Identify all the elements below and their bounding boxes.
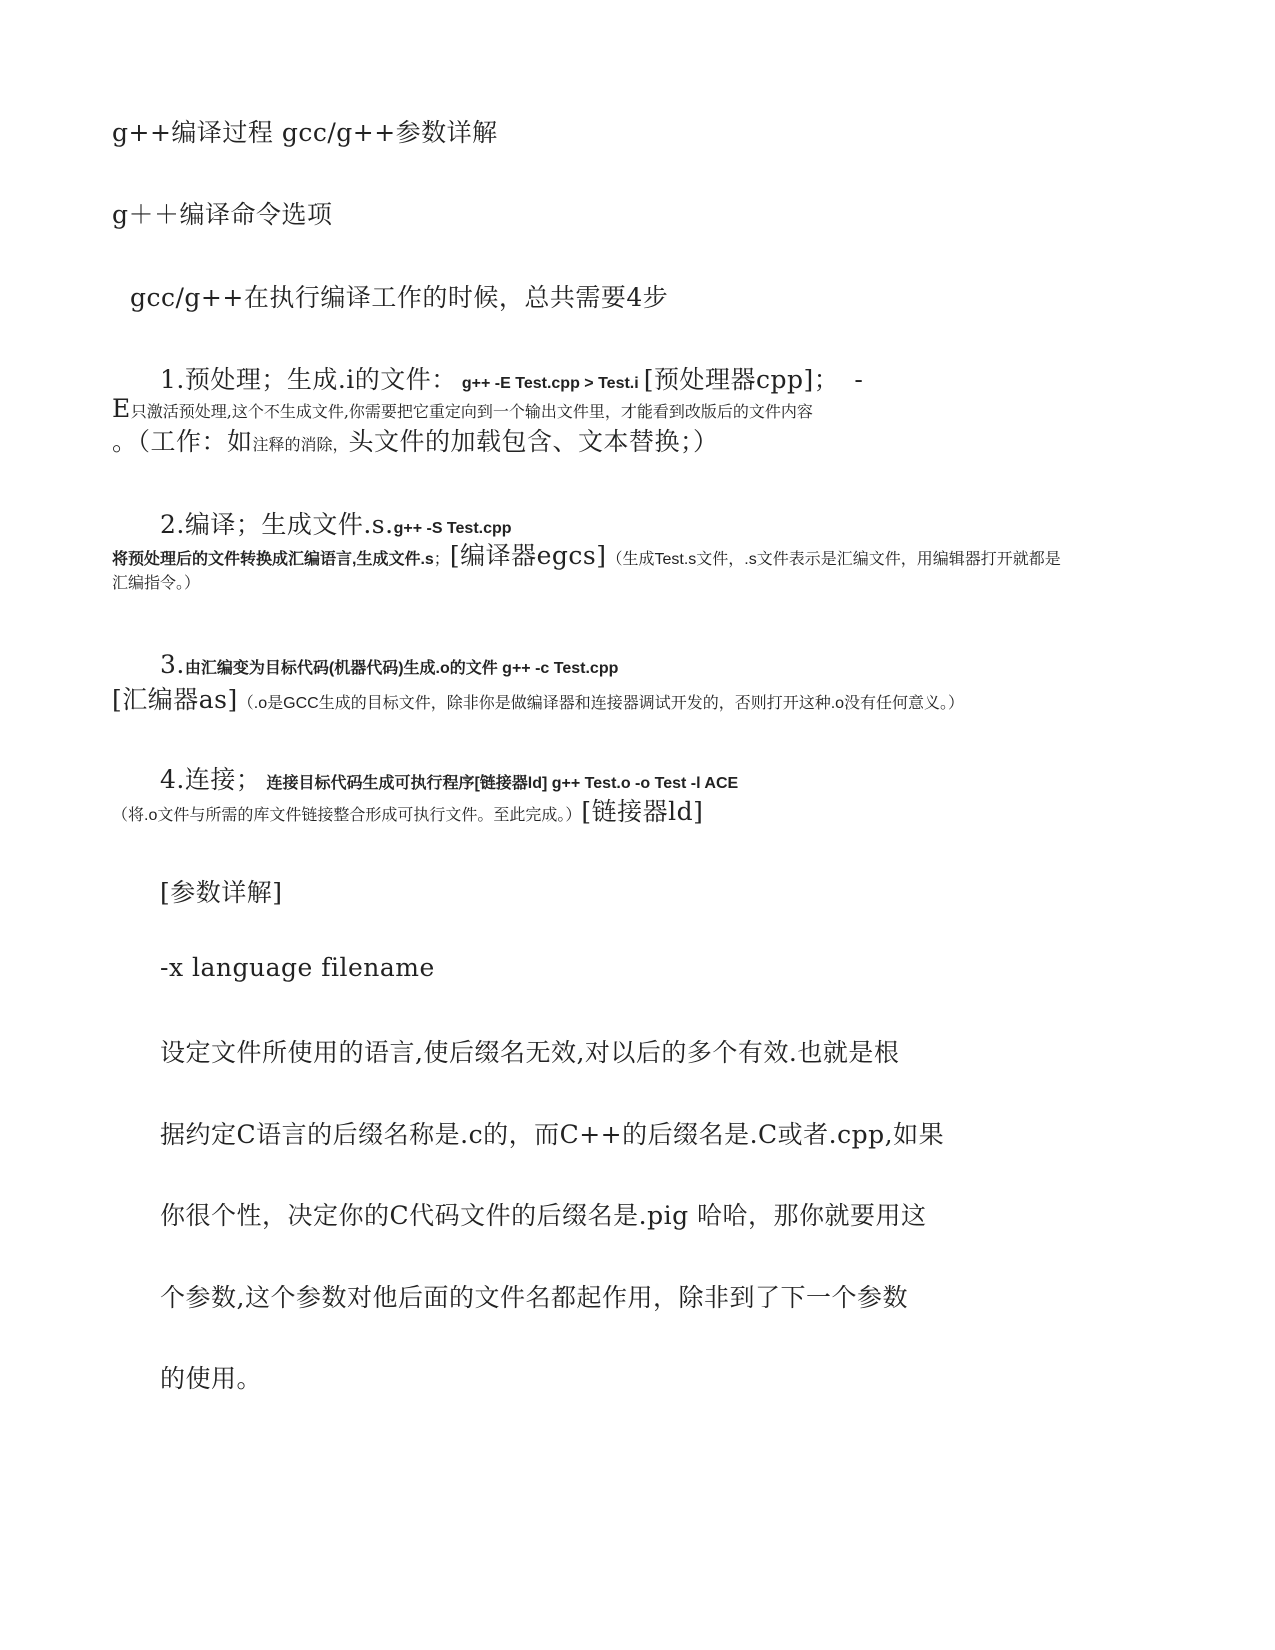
step3-heading: 由汇编变为目标代码(机器代码)生成.o的文件 g++ -c Test.cpp (184, 660, 619, 677)
desc-line: 个参数,这个参数对他后面的文件名都起作用，除非到了下一个参数 (160, 1283, 908, 1312)
step4-line2-b: 文件与所需的库文件链接整合形成可执行文件。至此完成。） (157, 805, 582, 824)
step2-line2-bold: 将预处理后的文件转换成汇编语言,生成文件.s (112, 551, 434, 568)
option-x: -x language filename (160, 953, 435, 982)
step3-line2 (112, 680, 964, 716)
step2-line2-paren: （生成 (606, 549, 655, 568)
step4-line2-tool: [链接器ld] (581, 797, 704, 826)
step1-heading: 1.预处理；生成.i的文件： (160, 365, 457, 394)
step3-line2-tail: 没有任何意义。） (844, 693, 965, 712)
step2-line2 (112, 536, 1061, 572)
step1-line2-text: 只激活预处理,这个不生成文件,你需要把它重定向到一个输出文件里，才能看到改版后的文件内容 (130, 402, 813, 421)
step1-line3-b: 注释的消除， (252, 435, 349, 454)
desc-line: 设定文件所使用的语言,使后缀名无效,对以后的多个有效.也就是根 (160, 1038, 900, 1067)
step1-line3 (112, 422, 719, 458)
step3-line2-gcc: GCC (283, 695, 319, 712)
step4-line2-ext: .o (144, 807, 158, 824)
step4-line2 (112, 792, 703, 828)
step3-line2-ext2: .o (830, 695, 845, 712)
step3-number: 3. (160, 650, 185, 679)
step2-line2-ext: .s (744, 551, 757, 568)
step1-line1 (160, 360, 863, 396)
step3-line2-ext: .o (253, 695, 268, 712)
step1-line3-a: 。（工作：如 (112, 427, 253, 456)
desc-line: 据约定C语言的后缀名称是.c的，而C++的后缀名是.C或者.cpp,如果 (160, 1120, 945, 1149)
step1-command: g++ -E Test.cpp > Test.i (461, 375, 639, 392)
step2-heading: 2.编译；生成文件.s. (160, 510, 394, 539)
step2-line2-semicolon: ； (433, 549, 450, 568)
step1-line3-c: 头文件的加载包含、文本替换；） (348, 427, 719, 456)
step1-tool: [预处理器cpp]； (643, 365, 840, 394)
desc-line: 你很个性，决定你的C代码文件的后缀名是.pig 哈哈，那你就要用这 (160, 1201, 927, 1230)
step4-line2-a: （将 (112, 805, 145, 824)
step3-line2-paren: （ (237, 693, 254, 712)
intro-paragraph: gcc/g++在执行编译工作的时候，总共需要4步 (130, 283, 669, 312)
step2-line2-file: Test.s (654, 551, 697, 568)
step2-command: g++ -S Test.cpp (393, 520, 512, 537)
desc-line: 的使用。 (160, 1364, 263, 1393)
step3-line2-is: 是 (267, 693, 284, 712)
params-heading: [参数详解] (160, 878, 283, 907)
step1-dash: - (854, 365, 864, 394)
step2-line2-tail: 文件表示是汇编文件，用编辑器打开就都是 (756, 549, 1061, 568)
step2-line3: 汇编指令。） (112, 573, 201, 592)
step2-line2-mid: 文件， (696, 549, 745, 568)
step3-line2-mid: 生成的目标文件，除非你是做编译器和连接器调试开发的，否则打开这种 (318, 693, 831, 712)
step4-command: 连接目标代码生成可执行程序[链接器ld] g++ Test.o -o Test -l ACE (266, 775, 739, 792)
step1-line2 (112, 394, 813, 423)
step4-line1 (160, 760, 738, 796)
step1-line2-letter: E (112, 394, 131, 423)
step3-line2-tool: [汇编器as] (112, 685, 238, 714)
doc-subtitle: g＋＋编译命令选项 (112, 200, 333, 229)
doc-title: g++编译过程 gcc/g++参数详解 (112, 118, 498, 147)
step2-line2-tool: [编译器egcs] (449, 541, 607, 570)
step3-line1 (160, 650, 618, 679)
step4-heading: 4.连接； (160, 765, 262, 794)
